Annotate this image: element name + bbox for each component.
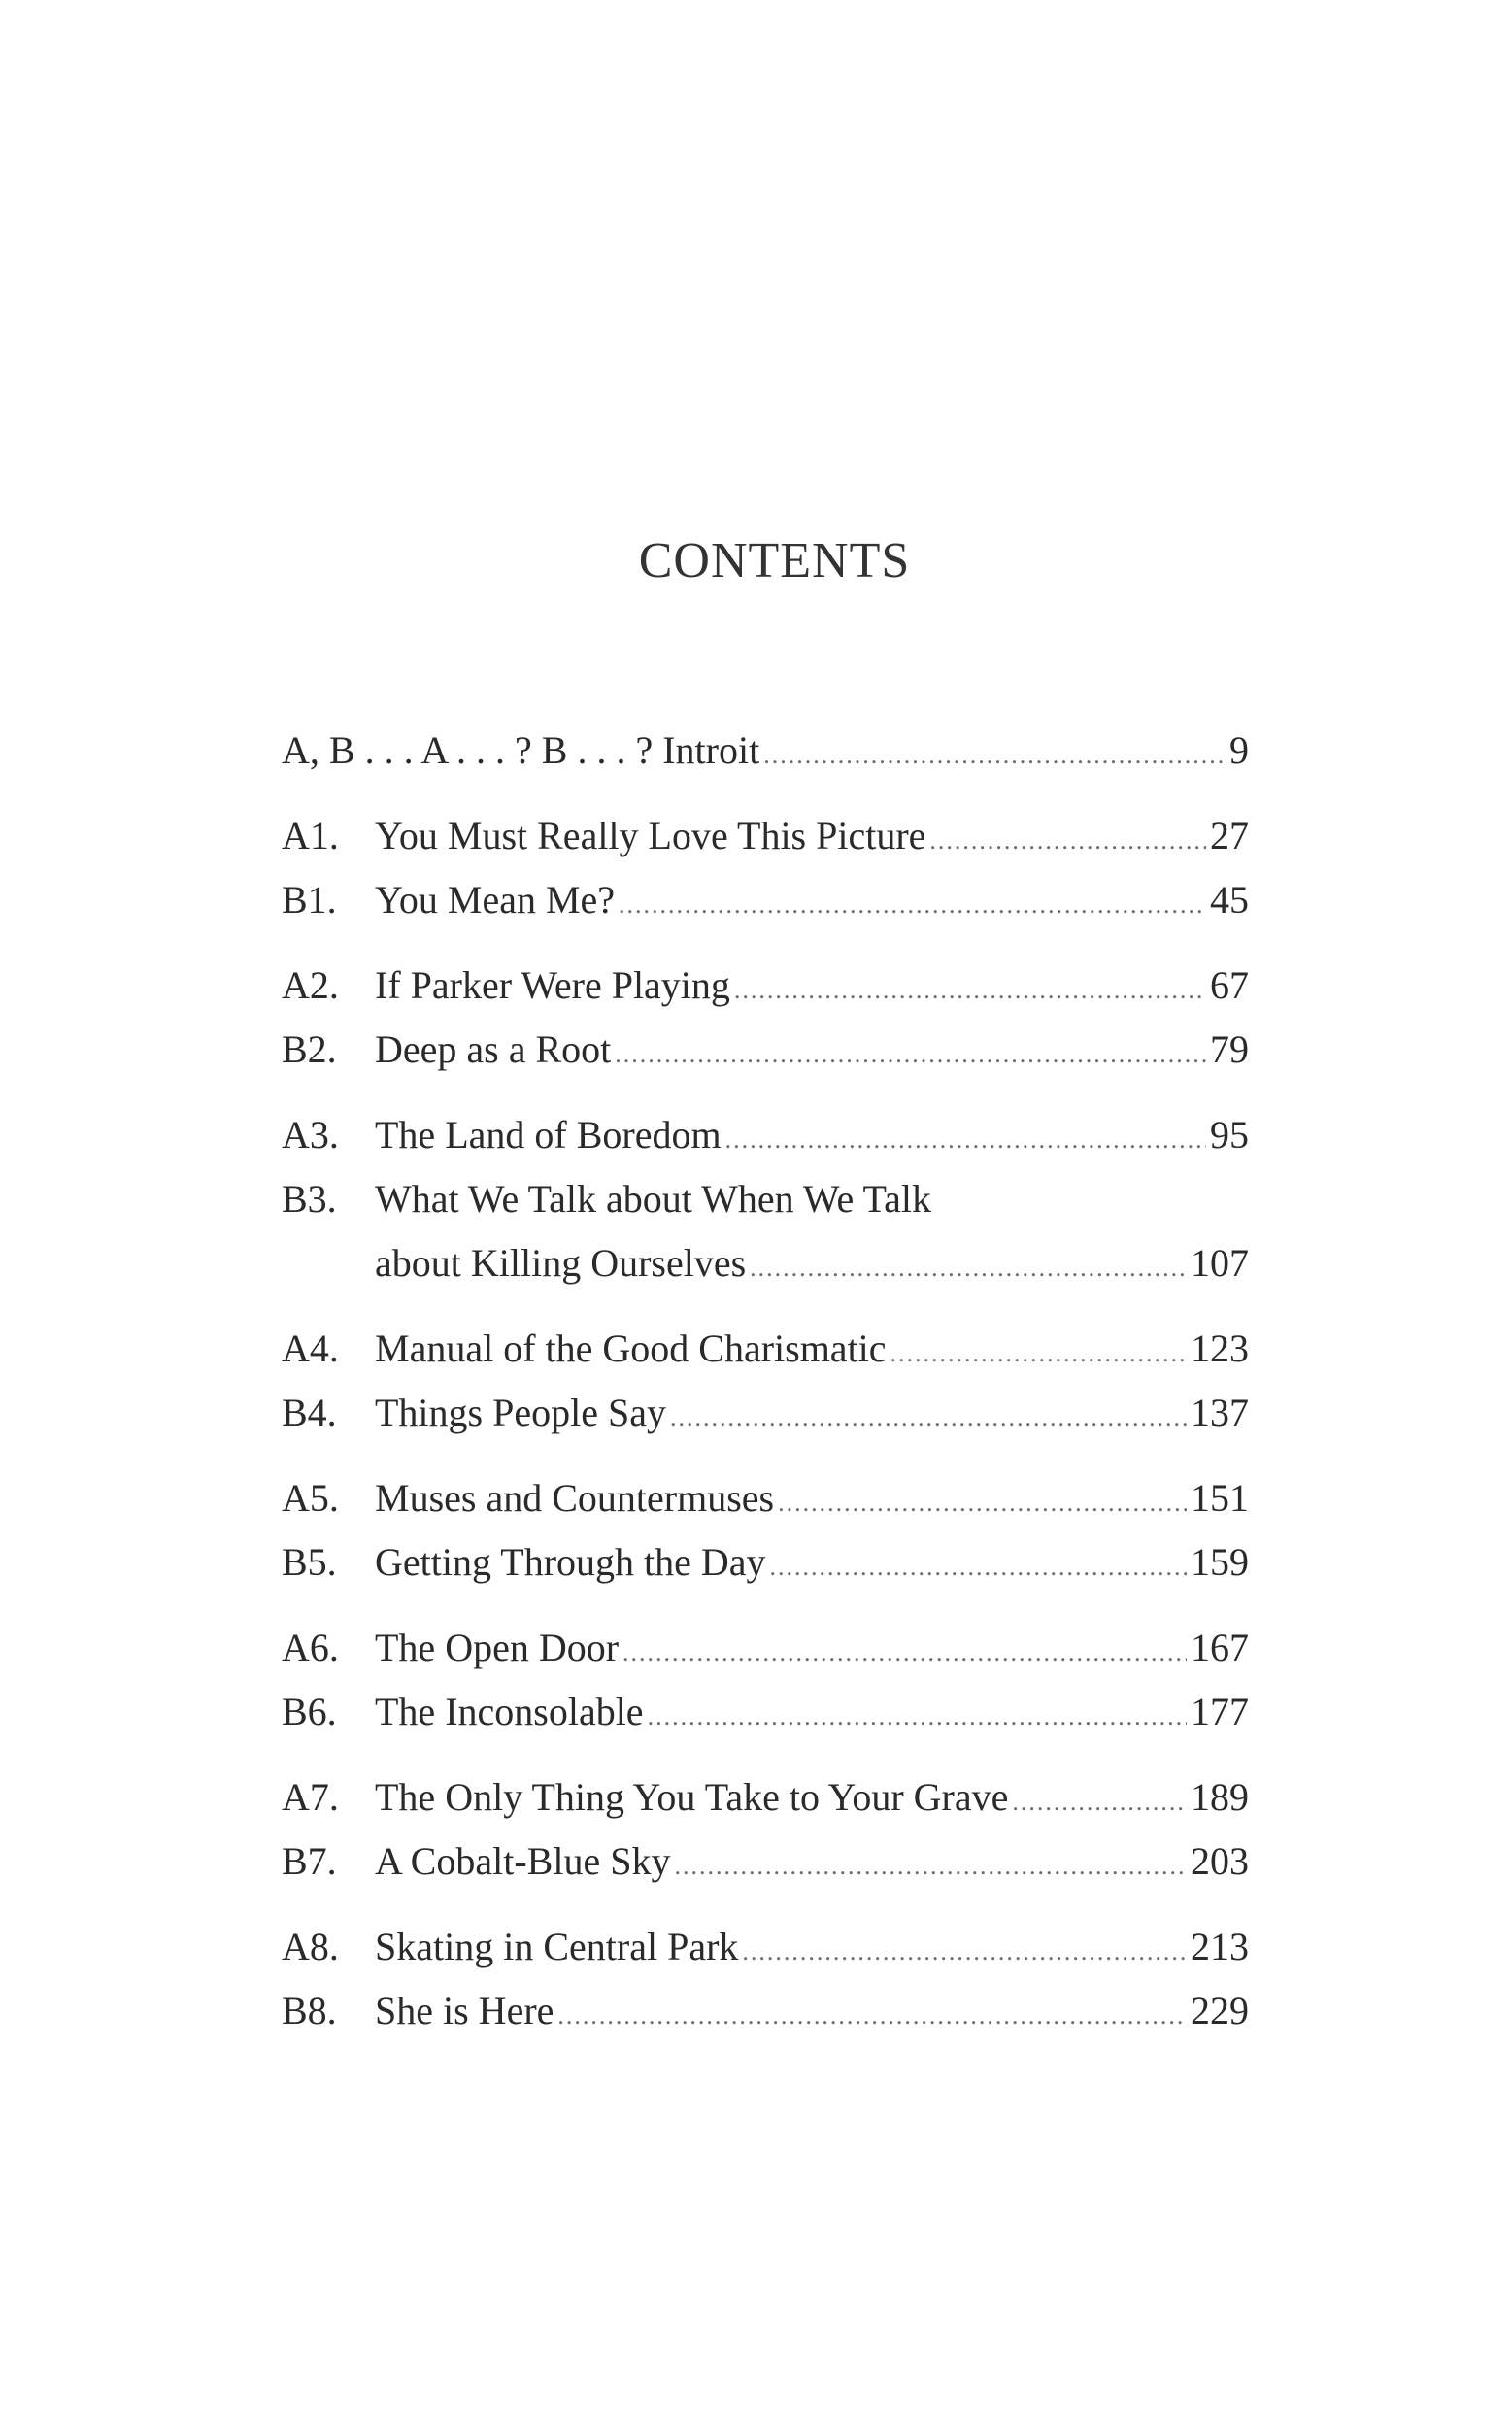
toc-entry-title: If Parker Were Playing [375, 963, 730, 1007]
toc-entry [282, 1466, 1249, 1530]
dot-leader [778, 1471, 1187, 1535]
dot-leader [615, 1023, 1206, 1087]
toc-entry-page: 95 [1210, 1113, 1249, 1157]
toc-entry-page: 213 [1191, 1925, 1249, 1968]
dot-leader [622, 1621, 1187, 1685]
toc-entry [282, 1167, 1249, 1295]
toc-entry-page: 67 [1210, 963, 1249, 1007]
toc-entry [282, 1680, 1249, 1744]
toc-entry-title: about Killing Ourselves [375, 1241, 747, 1285]
toc-entry-label: B6. [282, 1690, 337, 1733]
toc-entry-label: B5. [282, 1540, 337, 1584]
toc-entry-page: 45 [1210, 878, 1249, 922]
toc-entry-title: Deep as a Root [375, 1027, 612, 1071]
toc-entry-page: 27 [1210, 814, 1249, 857]
toc-entry [282, 868, 1249, 932]
toc-entry-label: B4. [282, 1391, 337, 1434]
toc-entry [282, 719, 1249, 783]
toc-entry-title: A, B . . . A . . . ? B . . . ? Introit [282, 728, 760, 772]
toc-entry-page: 137 [1191, 1391, 1249, 1434]
toc-entry-page: 189 [1191, 1775, 1249, 1819]
toc-group [282, 1466, 1249, 1595]
table-of-contents [282, 719, 1249, 2065]
toc-entry-title: The Only Thing You Take to Your Grave [375, 1775, 1009, 1819]
dot-leader [763, 723, 1226, 788]
dot-leader [725, 1108, 1206, 1172]
toc-entry-title: Getting Through the Day [375, 1540, 766, 1584]
toc-entry-label: B1. [282, 878, 337, 922]
toc-group [282, 1765, 1249, 1894]
toc-entry-page: 107 [1191, 1241, 1249, 1285]
toc-entry [282, 1530, 1249, 1595]
toc-entry [282, 804, 1249, 868]
toc-group [282, 1103, 1249, 1295]
toc-entry-title: The Inconsolable [375, 1690, 644, 1733]
dot-leader [770, 1535, 1187, 1599]
toc-entry-page: 177 [1191, 1690, 1249, 1733]
dot-leader [619, 873, 1206, 937]
dot-leader [734, 958, 1206, 1023]
toc-entry-page: 9 [1229, 728, 1249, 772]
toc-entry-title: You Must Really Love This Picture [375, 814, 926, 857]
dot-leader [890, 1322, 1187, 1386]
toc-group [282, 719, 1249, 783]
toc-entry-title: You Mean Me? [375, 878, 616, 922]
toc-entry-title: She is Here [375, 1989, 554, 2032]
dot-leader [648, 1685, 1187, 1749]
toc-entry-title-first-line: What We Talk about When We Talk [375, 1177, 932, 1221]
toc-entry-label: B8. [282, 1989, 337, 2032]
toc-entry [282, 1381, 1249, 1445]
toc-entry-page: 167 [1191, 1626, 1249, 1669]
toc-entry-label: A6. [282, 1626, 339, 1669]
dot-leader [929, 809, 1206, 873]
toc-entry [282, 1830, 1249, 1894]
toc-entry-page: 229 [1191, 1989, 1249, 2032]
toc-entry-label: A1. [282, 814, 339, 857]
dot-leader [670, 1386, 1187, 1450]
toc-entry-label: A7. [282, 1775, 339, 1819]
toc-group [282, 1616, 1249, 1744]
toc-entry [282, 1018, 1249, 1082]
toc-entry-label: B7. [282, 1839, 337, 1883]
toc-entry [282, 1979, 1249, 2043]
toc-entry-label: B3. [282, 1177, 337, 1221]
toc-entry-title: The Land of Boredom [375, 1113, 722, 1157]
dot-leader [750, 1236, 1187, 1300]
toc-entry [282, 1317, 1249, 1381]
toc-entry-page: 203 [1191, 1839, 1249, 1883]
toc-entry-title: A Cobalt-Blue Sky [375, 1839, 671, 1883]
dot-leader [557, 1984, 1187, 2048]
toc-group [282, 1317, 1249, 1445]
toc-entry-label: B2. [282, 1027, 337, 1071]
toc-entry-page: 79 [1210, 1027, 1249, 1071]
toc-group [282, 954, 1249, 1082]
toc-entry-title: The Open Door [375, 1626, 620, 1669]
toc-entry-label: A3. [282, 1113, 339, 1157]
page-title: CONTENTS [638, 533, 911, 588]
toc-entry-label: A5. [282, 1476, 339, 1520]
toc-entry-title: Things People Say [375, 1391, 666, 1434]
toc-entry-label: A4. [282, 1326, 339, 1370]
toc-entry-title: Skating in Central Park [375, 1925, 739, 1968]
toc-entry-page: 151 [1191, 1476, 1249, 1520]
dot-leader [1012, 1770, 1187, 1834]
toc-entry-page: 123 [1191, 1326, 1249, 1370]
toc-entry-label: A8. [282, 1925, 339, 1968]
toc-entry [282, 1915, 1249, 1979]
toc-entry [282, 1103, 1249, 1167]
toc-entry-title: Manual of the Good Charismatic [375, 1326, 887, 1370]
toc-entry [282, 1616, 1249, 1680]
toc-group [282, 1915, 1249, 2043]
toc-group [282, 804, 1249, 932]
toc-entry-page: 159 [1191, 1540, 1249, 1584]
dot-leader [742, 1920, 1187, 1984]
toc-entry-title: Muses and Countermuses [375, 1476, 775, 1520]
toc-entry-label: A2. [282, 963, 339, 1007]
toc-entry [282, 954, 1249, 1018]
dot-leader [674, 1834, 1187, 1898]
toc-entry [282, 1765, 1249, 1830]
